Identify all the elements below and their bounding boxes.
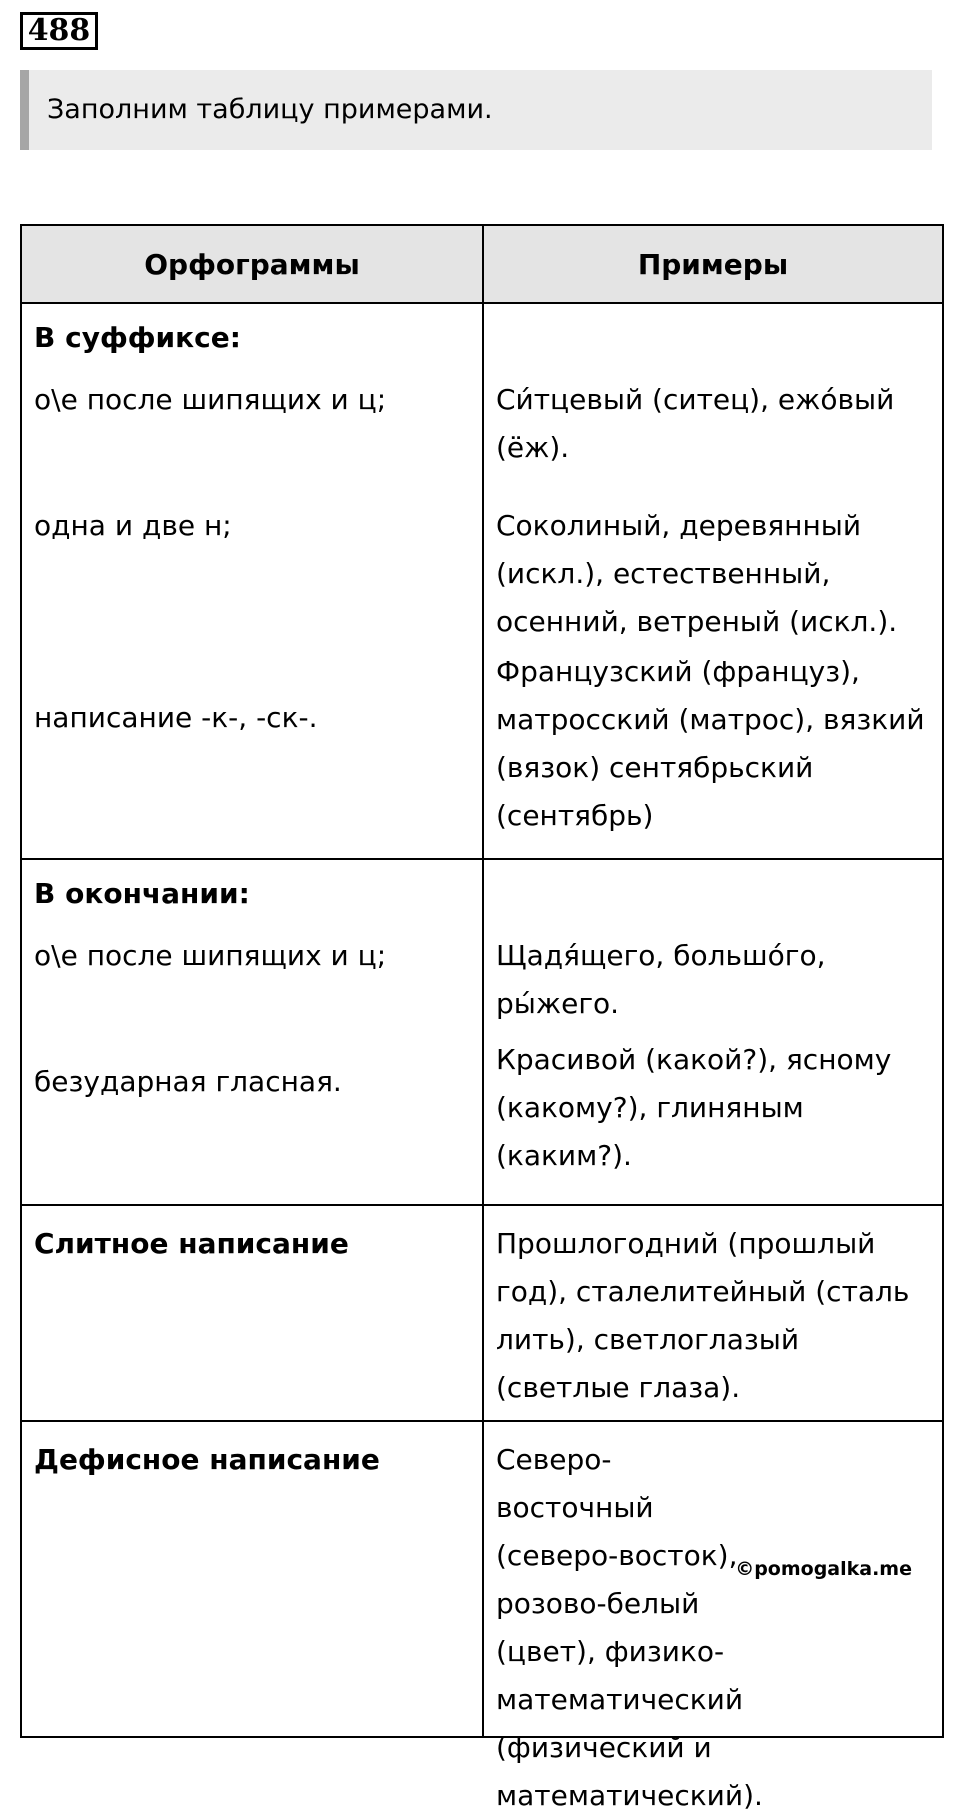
rule-n-nn: одна и две н;: [34, 509, 232, 542]
example-o-e-suffix: Си́тцевый (ситец), ежо́вый (ёж).: [496, 383, 895, 464]
example-n-nn: Соколиный, деревянный (искл.), естественный, осенний, ветреный (искл.).: [496, 509, 898, 638]
example-unstressed-vowel: Красивой (какой?), ясному (какому?), глиняным (каким?).: [496, 1043, 892, 1172]
rule-k-sk: написание -к-, -ск-.: [34, 701, 318, 734]
spelling-table: [20, 224, 944, 1812]
row-heading-ending: В окончании:: [34, 877, 250, 910]
example-solid: Прошлогодний (прошлый год), сталелитейный (сталь лить), светлоглазый (светлые глаза).: [496, 1227, 910, 1404]
row-heading-solid: Слитное написание: [34, 1227, 349, 1260]
intro-note: Заполним таблицу примерами.: [20, 70, 932, 150]
example-k-sk: Французский (француз), матросский (матрос), вязкий (вязок) сентябрьский (сентябрь): [496, 655, 925, 832]
rule-unstressed-vowel: безударная гласная.: [34, 1065, 342, 1098]
header-spellings: Орфограммы: [21, 225, 483, 303]
example-o-e-ending: Щадя́щего, большо́го, ры́жего.: [496, 939, 826, 1020]
watermark: ©pomogalka.me: [735, 1558, 912, 1580]
example-hyphen: Северо-восточный (северо-восток), розово-белый (цвет), физико-математический (физический и математический).: [496, 1443, 763, 1812]
header-examples: Примеры: [483, 225, 943, 303]
row-heading-suffix: В суффиксе:: [34, 321, 241, 354]
task-number: 488: [20, 12, 98, 50]
rule-o-e-ending: о\е после шипящих и ц;: [34, 939, 387, 972]
rule-o-e-suffix: о\е после шипящих и ц;: [34, 383, 387, 416]
row-heading-hyphen: Дефисное написание: [34, 1443, 380, 1476]
